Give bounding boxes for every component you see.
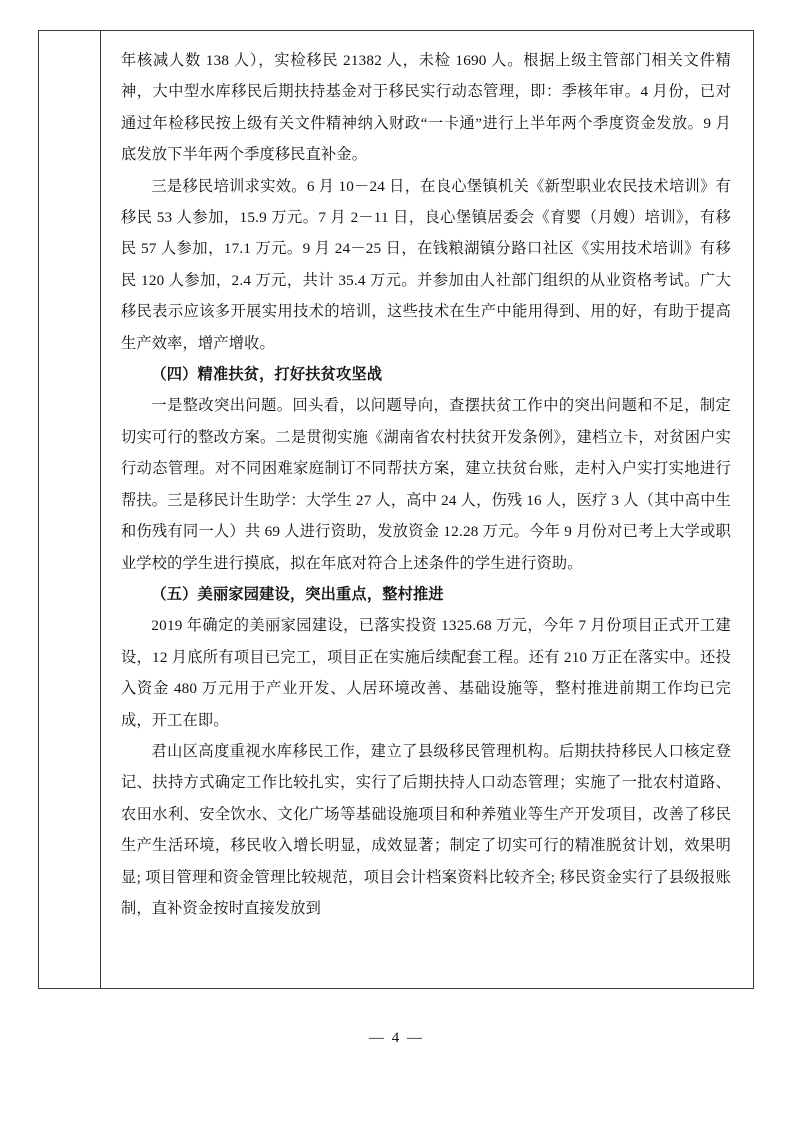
table-content-column: [101, 31, 753, 988]
document-table: [38, 30, 754, 989]
heading-poverty-alleviation: （四）精准扶贫，打好扶贫攻坚战: [151, 366, 383, 384]
paragraph-continuation: 年核减人数 138 人），实检移民 21382 人，未检 1690 人。根据上级主管部门相关文件精神，大中型水库移民后期扶持基金对于移民实行动态管理，即：季核年审。4 月份，已对通过年检移民按上级有关文件精神纳入财政“一卡通”进行上半年两个季度资金发放。9 月底发放下半年两个季度移民直补金。: [121, 52, 731, 164]
paragraph-poverty-measures: 一是整改突出问题。回头看，以问题导向，查摆扶贫工作中的突出问题和不足，制定切实可行的整改方案。二是贯彻实施《湖南省农村扶贫开发条例》，建档立卡，对贫困户实行动态管理。对不同困难家庭制订不同帮扶方案，建立扶贫台账，走村入户实打实地进行帮扶。三是移民计生助学：大学生 27 人，高中 24 人，伤残 16 人，医疗 3 人（其中高中生和伤残有同一人）共 69 人进行资助，发放资金 12.28 万元。今年 9 月份对已考上大学或职业学校的学生进行摸底，拟在年底对符合上述条件的学生进行资助。: [121, 397, 731, 572]
heading-beautiful-homeland: （五）美丽家园建设，突出重点，整村推进: [151, 585, 444, 603]
paragraph-training: 三是移民培训求实效。6 月 10－24 日，在良心堡镇机关《新型职业农民技术培训》有移民 53 人参加，15.9 万元。7 月 2－11 日，良心堡镇居委会《育婴（月嫂）培训》，有移民 57 人参加，17.1 万元。9 月 24－25 日，在钱粮湖镇分路口社区《实用技术培训》有移民 120 人参加，2.4 万元，共计 35.4 万元。并参加由人社部门组织的从业资格考试。广大移民表示应该多开展实用技术的培训，这些技术在生产中能用得到、用的好，有助于提高生产效率，增产增收。: [121, 177, 731, 352]
table-label-column: [39, 31, 101, 988]
paragraph-homeland-investment: 2019 年确定的美丽家园建设，已落实投资 1325.68 万元，今年 7 月份项目正式开工建设，12 月底所有项目已完工，项目正在实施后续配套工程。还有 210 万正在落实中。还投入资金 480 万元用于产业开发、人居环境改善、基础设施等，整村推进前期工作均已完成，开工在即。: [121, 617, 731, 729]
paragraph-junshan-summary: 君山区高度重视水库移民工作，建立了县级移民管理机构。后期扶持移民人口核定登记、扶持方式确定工作比较扎实，实行了后期扶持人口动态管理；实施了一批农村道路、农田水利、安全饮水、文化广场等基础设施项目和种养殖业等生产开发项目，改善了移民生产生活环境，移民收入增长明显，成效显著；制定了切实可行的精准脱贫计划，效果明显; 项目管理和资金管理比较规范，项目会计档案资料比较齐全; 移民资金实行了县级报账制，直补资金按时直接发放到: [121, 742, 731, 917]
page-number: — 4 —: [369, 1030, 424, 1046]
